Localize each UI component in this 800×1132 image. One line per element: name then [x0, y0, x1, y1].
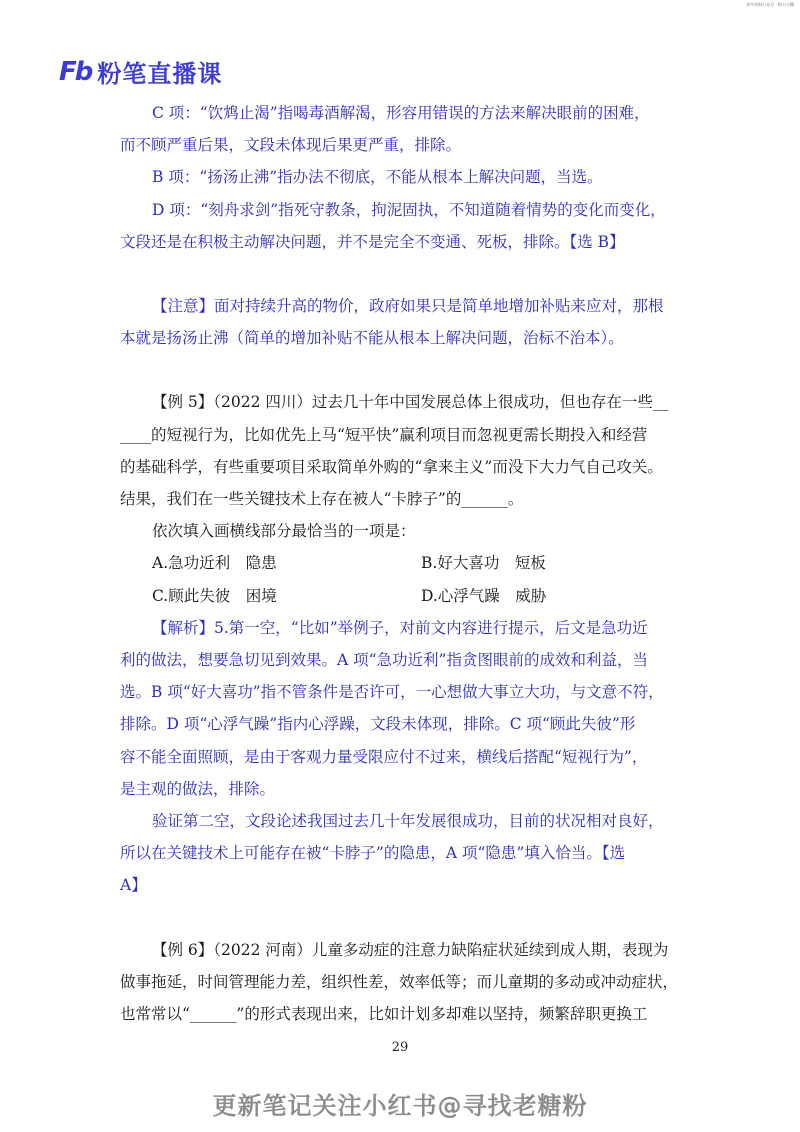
spacer: [120, 902, 690, 934]
option-b-line: B 项：“扬汤止沸”指办法不彻底，不能从根本上解决问题，当选。: [152, 168, 603, 187]
header-tiny-text: 更多资料公众号 · 粉公小糖: [746, 2, 794, 7]
spacer: [120, 258, 690, 290]
analysis5-line7: 验证第二空，文段论述我国过去几十年发展很成功，目前的状况相对良好，: [152, 812, 664, 831]
analysis5-line9: A】: [120, 876, 147, 895]
analysis5-line2: 利的做法，想要急切见到效果。A 项“急功近利”指贪图眼前的成效和利益，当: [120, 651, 648, 670]
note-line2: 本就是扬汤止沸（简单的增加补贴不能从根本上解决问题，治标不治本）。: [120, 329, 624, 348]
option-d-line2: 文段还是在积极主动解决问题，并不是完全不变通、死板，排除。【选 B】: [120, 232, 625, 251]
spacer: [120, 354, 690, 386]
example-6: [120, 934, 690, 1031]
logo-text: 粉笔直播课: [97, 60, 223, 88]
brand-logo: [59, 54, 222, 89]
example5-line4: 结果，我们在一些关键技术上存在被人“卡脖子”的______。: [120, 490, 524, 509]
example-5: [120, 386, 690, 611]
logo-mark-icon: Fb: [59, 56, 92, 87]
analysis5-line3: 选。B 项“好大喜功”指不管条件是否许可，一心想做大事立大功，与文意不符，: [120, 683, 664, 702]
document-body: [120, 97, 690, 1030]
option-c-line2: 而不顾严重后果，文段未体现后果更严重，排除。: [120, 136, 462, 155]
example5-line2: ____的短视行为，比如优先上马“短平快”赢利项目而忽视更需长期投入和经营: [120, 425, 648, 444]
option-d: D.心浮气躁 威胁: [421, 586, 547, 605]
example6-line3: 也常常以“______”的形式表现出来，比如计划多却难以坚持，频繁辞职更换工: [120, 1005, 648, 1024]
note-block: [120, 290, 690, 354]
previous-analysis: [120, 97, 690, 258]
option-a: A.急功近利 隐患: [152, 554, 277, 573]
note-line1: 【注意】面对持续升高的物价，政府如果只是简单地增加补贴来应对，那根: [152, 297, 664, 316]
example5-line3: 的基础科学，有些重要项目采取简单外购的“拿来主义”而没下大力气自己攻关。: [120, 457, 663, 476]
example6-line2: 做事拖延，时间管理能力差，组织性差，效率低等；而儿童期的多动或冲动症状，: [120, 972, 679, 991]
analysis5-line6: 是主观的做法，排除。: [120, 779, 276, 798]
example6-line1: 【例 6】（2022 河南）儿童多动症的注意力缺陷症状延续到成人期，表现为: [152, 940, 669, 959]
analysis5-line4: 排除。D 项“心浮气躁”指内心浮躁，文段未体现，排除。C 项“顾此失彼”形: [120, 715, 636, 734]
example5-line1: 【例 5】（2022 四川）过去几十年中国发展总体上很成功，但也存在一些__: [152, 393, 669, 412]
example5-options: [120, 547, 690, 611]
page-number: 29: [391, 1040, 409, 1055]
analysis-5: [120, 612, 690, 902]
example5-prompt: 依次填入画横线部分最恰当的一项是：: [152, 522, 416, 541]
option-c: C.顾此失彼 困境: [152, 586, 277, 605]
footer-watermark-text: 更新笔记关注小红书@寻找老糖粉: [212, 1092, 588, 1120]
analysis5-line1: 【解析】5.第一空，“比如”举例子，对前文内容进行提示，后文是急功近: [152, 618, 648, 637]
option-b: B.好大喜功 短板: [421, 554, 546, 573]
analysis5-line8: 所以在关键技术上可能存在被“卡脖子”的隐患，A 项“隐患”填入恰当。【选: [120, 844, 626, 863]
analysis5-line5: 容不能全面照顾，是由于客观力量受限应付不过来，横线后搭配“短视行为”，: [120, 747, 648, 766]
option-c-line1: C 项：“饮鸩止渴”指喝毒酒解渴，形容用错误的方法来解决眼前的困难，: [152, 104, 650, 122]
option-d-line1: D 项：“刻舟求剑”指死守教条，拘泥固执，不知道随着情势的变化而变化，: [152, 200, 666, 219]
